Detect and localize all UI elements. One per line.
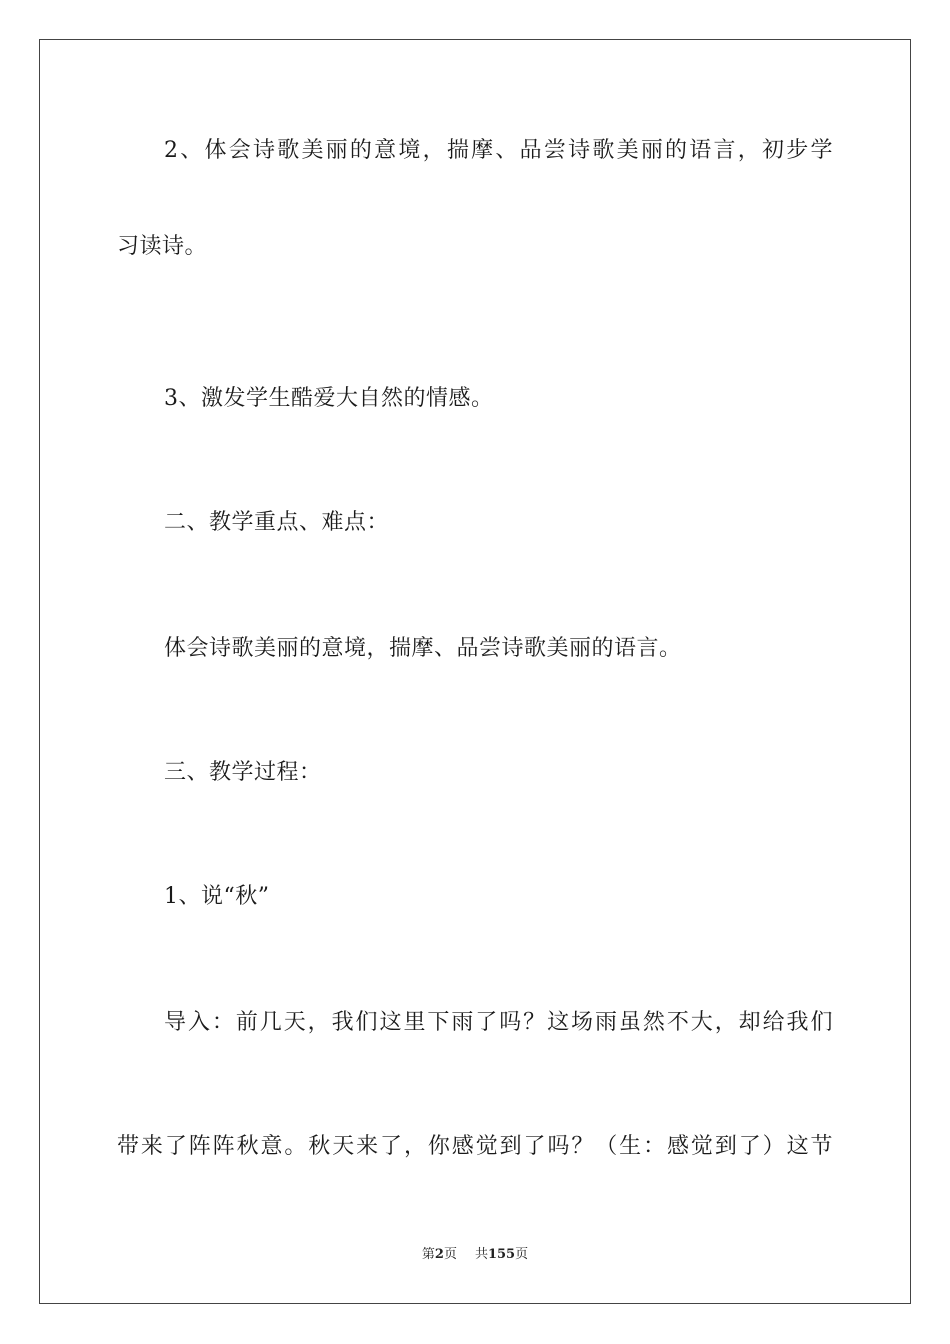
page-footer (0, 1246, 950, 1264)
paragraph-objective-2-line-2: 习读诗。 (117, 234, 208, 259)
footer-total-suffix: 页 (515, 1247, 529, 1262)
footer-page-number: 2 (434, 1247, 444, 1262)
paragraph-objective-3: 3、激发学生酷爱大自然的情感。 (164, 386, 494, 411)
paragraph-objective-2-line-1: 2、体会诗歌美丽的意境，揣摩、品尝诗歌美丽的语言，初步学 (164, 138, 833, 163)
paragraph-intro-line-2: 带来了阵阵秋意。秋天来了，你感觉到了吗？（生：感觉到了）这节 (117, 1134, 833, 1159)
footer-total-pages: 155 (487, 1247, 516, 1262)
page-border (39, 39, 911, 1304)
footer-page-suffix: 页 (443, 1247, 457, 1262)
subheading-say-autumn: 1、说“秋” (164, 884, 270, 909)
heading-key-points: 二、教学重点、难点： (164, 510, 390, 535)
paragraph-intro-line-1: 导入：前几天，我们这里下雨了吗？这场雨虽然不大，却给我们 (164, 1010, 833, 1035)
footer-page-prefix: 第 (421, 1247, 435, 1262)
heading-teaching-process: 三、教学过程： (164, 760, 322, 785)
footer-total-prefix: 共 (474, 1247, 488, 1262)
paragraph-key-points: 体会诗歌美丽的意境，揣摩、品尝诗歌美丽的语言。 (164, 636, 682, 661)
